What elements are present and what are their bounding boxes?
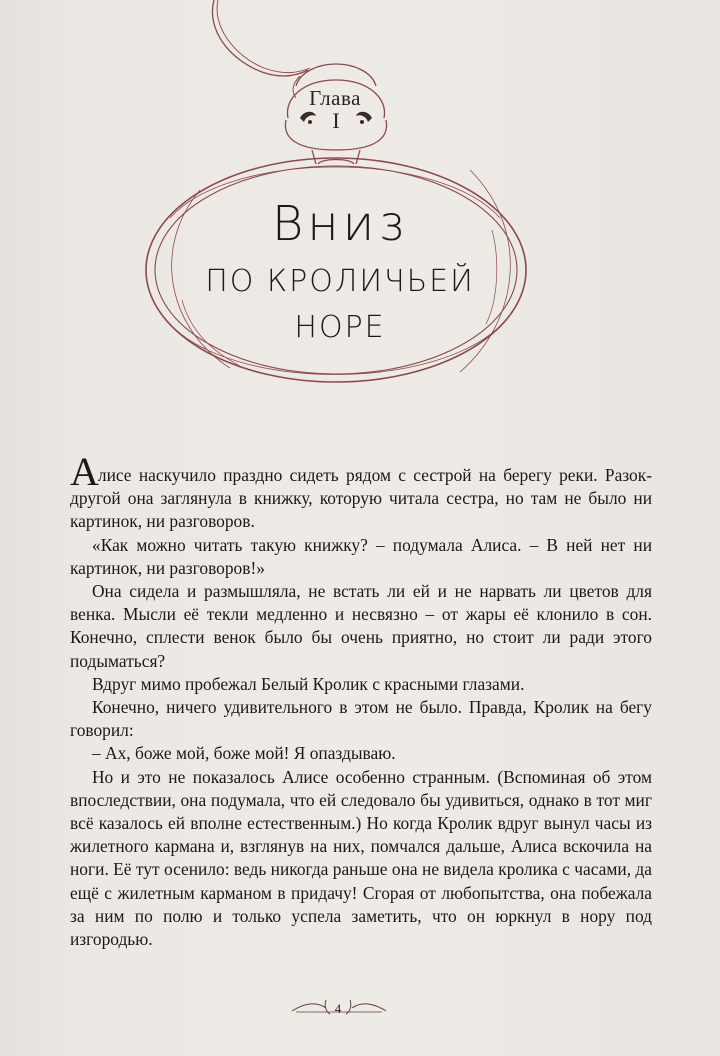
paragraph-5: Конечно, ничего удивительного в этом не было. Правда, Кролик на бегу говорил: — [70, 697, 652, 741]
chapter-text — [70, 449, 652, 951]
chapter-title-line-2: ПО КРОЛИЧЬЕЙ — [205, 264, 475, 299]
paragraph-1-text: лисе наскучило праздно сидеть рядом с сестрой на берегу реки. Разок-другой она заглянула в книжку, которую читала сестра, но там не было ни картинок, ни разговоров. — [70, 465, 652, 532]
paragraph-3: Она сидела и размышляла, не встать ли ей и не нарвать ли цветов для венка. Мысли её текли медленно и несвязно – от жары её клонило в сон. Конечно, сплести венок было бы очень приятно, но стоит ли ради этого подыматься? — [70, 581, 652, 671]
chapter-number: I — [332, 108, 340, 133]
paragraph-4: Вдруг мимо пробежал Белый Кролик с красными глазами. — [92, 673, 525, 694]
paragraph-7: Но и это не показалось Алисе особенно странным. (Вспоминая об этом впоследствии, она подумала, что ей следовало бы удивиться, однако в тот миг всё казалось ей вполне естественным.) Но когда Кролик вдруг вынул часы из жилетного кармана и, взглянув на них, помчался дальше, Алиса вскочила на ноги. Её тут осенило: ведь никогда раньше она не видела кролика с часами, да ещё с жилетным карманом в придачу! Сгорая от любопытства, она побежала за ним по полю и только успела заметить, что он юркнул в нору под изгородью. — [70, 766, 652, 950]
chapter-title-line-3: НОРЕ — [294, 310, 386, 345]
chapter-title-line-1: Вниз — [271, 196, 409, 252]
drop-cap: А — [70, 449, 98, 494]
paragraph-2: «Как можно читать такую книжку? – подумала Алиса. – В ней нет ни картинок, ни разговоров!» — [70, 534, 652, 578]
paragraph-6: – Ах, боже мой, боже мой! Я опаздываю. — [92, 743, 396, 764]
chapter-label: Глава — [309, 86, 361, 110]
page-number: 4 — [334, 1001, 342, 1016]
paragraph-1 — [70, 449, 652, 534]
